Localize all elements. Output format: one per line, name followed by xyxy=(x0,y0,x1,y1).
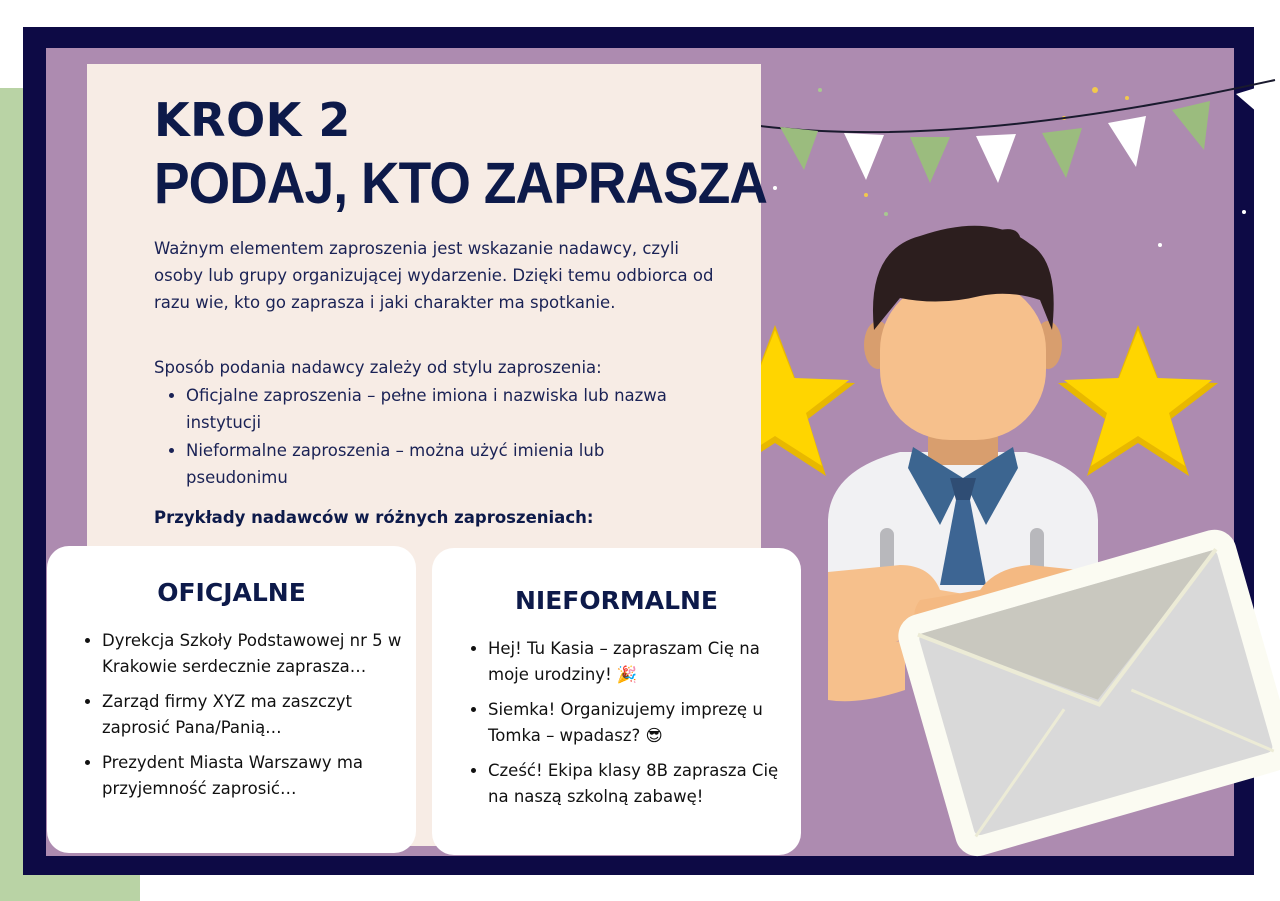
list-item: • Oficjalne zaproszenia – pełne imiona i nazwiska lub nazwa instytucji xyxy=(186,382,706,436)
official-heading: OFICJALNE xyxy=(157,578,306,607)
list-item: • Siemka! Organizujemy imprezę u Tomka – wpadasz? 😎 xyxy=(488,697,788,749)
style-paragraph: Sposób podania nadawcy zależy od stylu zaproszenia: xyxy=(154,358,602,377)
official-examples-box xyxy=(47,546,416,853)
step-label: KROK 2 xyxy=(154,93,351,147)
list-item: • Nieformalne zaproszenia – można użyć imienia lub pseudonimu xyxy=(186,437,706,491)
list-item: • Prezydent Miasta Warszawy ma przyjemność zaprosić… xyxy=(102,750,402,802)
list-item: • Hej! Tu Kasia – zapraszam Cię na moje urodziny! 🎉 xyxy=(488,636,788,688)
official-list xyxy=(82,628,402,811)
page-title: PODAJ, KTO ZAPRASZA xyxy=(154,151,768,216)
examples-heading: Przykłady nadawców w różnych zaproszeniach: xyxy=(154,508,594,527)
list-item: • Zarząd firmy XYZ ma zaszczyt zaprosić Pana/Panią… xyxy=(102,689,402,741)
informal-list xyxy=(468,636,788,819)
list-item: • Dyrekcja Szkoły Podstawowej nr 5 w Krakowie serdecznie zaprasza… xyxy=(102,628,402,680)
informal-heading: NIEFORMALNE xyxy=(514,586,719,615)
list-item: • Cześć! Ekipa klasy 8B zaprasza Cię na naszą szkolną zabawę! xyxy=(488,758,788,810)
intro-paragraph: Ważnym elementem zaproszenia jest wskazanie nadawcy, czyli osoby lub grupy organizującej wydarzenie. Dzięki temu odbiorca od razu wie, kto go zaprasza i jaki charakter ma spotkanie. xyxy=(154,239,714,312)
informal-examples-box xyxy=(432,548,801,855)
style-list xyxy=(166,382,706,492)
